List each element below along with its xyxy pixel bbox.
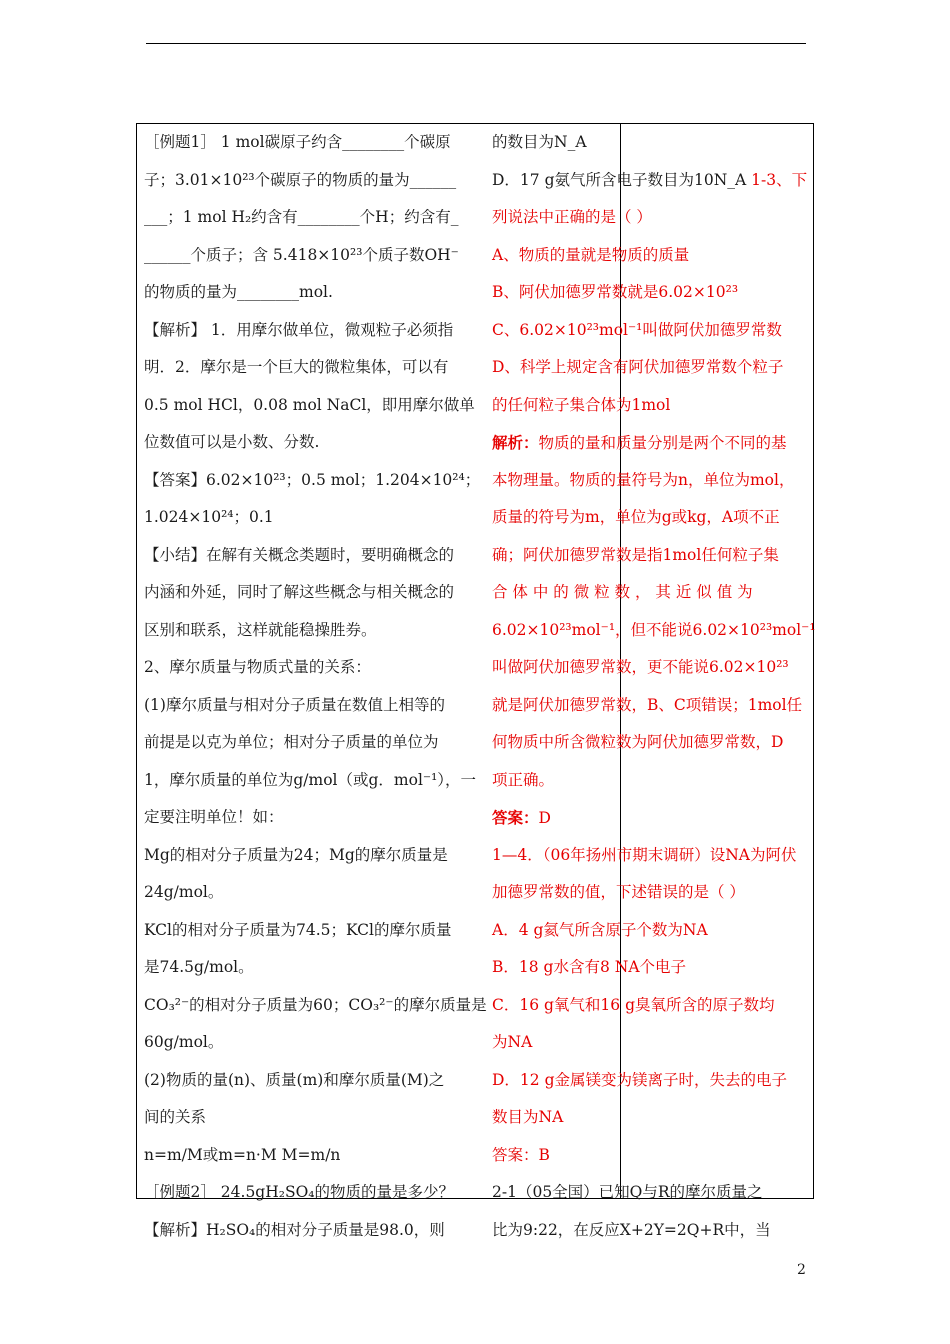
right-text-main: 数目为NA (492, 1108, 564, 1126)
right-text-line (492, 687, 809, 725)
left-text-line: ______个质子；含 5.418×10²³个质子数OH⁻ (144, 245, 459, 264)
left-text-line: 【小结】在解有关概念类题时，要明确概念的 (144, 545, 455, 564)
left-text-line: 1，摩尔质量的单位为g/mol（或g．mol⁻¹），一 (144, 770, 477, 789)
right-text-line (492, 837, 809, 875)
header-rule (146, 43, 806, 44)
right-text-line (492, 462, 809, 500)
right-text-main: 加德罗常数的值，下述错误的是（ ） (492, 883, 745, 901)
right-text-line (492, 162, 809, 200)
right-text-main: 列说法中正确的是（ ） (492, 208, 652, 226)
right-text-line (492, 537, 809, 575)
left-text-line: 【解析】 1．用摩尔做单位，微观粒子必须指 (144, 320, 454, 339)
right-text-line (492, 312, 809, 350)
right-text-line (492, 612, 816, 650)
left-text-line: 是74.5g/mol。 (144, 958, 254, 976)
left-text-line: Mg的相对分子质量为24；Mg的摩尔质量是 (144, 845, 448, 864)
right-text-main: 项正确。 (492, 770, 555, 789)
left-text-line: 子；3.01×10²³个碳原子的物质的量为______ (144, 170, 457, 189)
right-text-line (492, 912, 809, 950)
right-text-main: B、阿伏加德罗常数就是6.02×10²³ (492, 283, 739, 301)
right-text-main: D、科学上规定含有阿伏加德罗常数个粒子 (492, 358, 784, 376)
right-text-line (492, 424, 809, 462)
right-text-line (492, 387, 809, 425)
right-text-main (492, 434, 787, 452)
right-text-tail: 1-3、下 (746, 170, 808, 189)
right-text-line (492, 1212, 809, 1250)
right-text-line (492, 574, 809, 612)
right-text-line (492, 724, 809, 762)
right-text-line (492, 1099, 809, 1137)
right-text-main: A．4 g氦气所含原子个数为NA (492, 920, 708, 939)
right-text-main: 本物理量。物质的量符号为n，单位为mol， (492, 470, 795, 489)
left-text-line: 【解析】H₂SO₄的相对分子质量是98.0，则 (144, 1220, 445, 1239)
left-text-line: 明．2．摩尔是一个巨大的微粒集体，可以有 (144, 358, 449, 376)
right-text-main: 的数目为N_A (492, 133, 587, 151)
left-text-line: (1)摩尔质量与相对分子质量在数值上相等的 (144, 695, 445, 714)
left-text-line: ［例题1］ 1 mol碳原子约含________个碳原 (144, 133, 451, 151)
left-text-line: ___；1 mol H₂约含有________个H；约含有_ (144, 208, 459, 226)
right-text-main: 何物质中所含微粒数为阿伏加德罗常数，D (492, 733, 784, 751)
right-text-line (492, 349, 809, 387)
right-text-main: 1—4．（06年扬州市期末调研）设NA为阿伏 (492, 845, 797, 864)
right-text-main: 合 体 中 的 微 粒 数 ， 其 近 似 值 为 (492, 583, 753, 601)
left-text-line: 24g/mol。 (144, 883, 224, 901)
right-text-line (492, 799, 809, 837)
right-text-main: 的任何粒子集合体为1mol (492, 395, 671, 414)
left-text-line: KCl的相对分子质量为74.5；KCl的摩尔质量 (144, 920, 452, 939)
right-text-line (492, 1024, 809, 1062)
right-text-line (492, 1174, 809, 1212)
right-text-line (492, 1062, 809, 1100)
left-text-line: ［例题2］ 24.5gH₂SO₄的物质的量是多少？ (144, 1183, 454, 1201)
left-text-line: 间的关系 (144, 1108, 207, 1126)
left-text-line: CO₃²⁻的相对分子质量为60；CO₃²⁻的摩尔质量是 (144, 995, 487, 1014)
right-text-line (492, 274, 809, 312)
page-number: 2 (797, 1262, 806, 1278)
right-text-main (492, 809, 551, 827)
right-text-main: 比为9:22，在反应X+2Y=2Q+R中，当 (492, 1220, 771, 1239)
right-text-line (492, 1137, 809, 1175)
right-text-main: C．16 g氧气和16 g臭氧所含的原子数均 (492, 995, 775, 1014)
right-text-line (492, 762, 809, 800)
right-text-main: C、6.02×10²³mol⁻¹叫做阿伏加德罗常数 (492, 320, 782, 339)
left-text-line: n=m/M或m=n·M M=m/n (144, 1145, 341, 1164)
right-text-main: D．17 g氨气所含电子数目为10N_A (492, 170, 747, 189)
label-rest: D (538, 809, 551, 827)
right-text-line (492, 199, 809, 237)
right-text-line (492, 987, 809, 1025)
left-text-line: 60g/mol。 (144, 1033, 224, 1051)
left-text-line: 位数值可以是小数、分数. (144, 433, 320, 451)
left-text-line: 2、摩尔质量与物质式量的关系： (144, 658, 371, 676)
right-text-main: 2-1（05全国）已知Q与R的摩尔质量之 (492, 1183, 763, 1201)
right-text-main: 质量的符号为m，单位为g或kg，A项不正 (492, 508, 780, 526)
left-text-line: 【答案】6.02×10²³；0.5 mol；1.204×10²⁴； (144, 470, 481, 489)
right-text-main: B．18 g水含有8 NA个电子 (492, 958, 687, 976)
two-column-table (136, 123, 816, 1239)
left-column (144, 124, 487, 1249)
right-text-main: 为NA (492, 1033, 533, 1051)
right-text-main: 确；阿伏加德罗常数是指1mol任何粒子集 (492, 545, 779, 564)
right-text-main: 6.02×10²³mol⁻¹，但不能说6.02×10²³mol⁻¹ (492, 620, 816, 639)
left-text-line: 区别和联系，这样就能稳操胜券。 (144, 620, 377, 639)
right-column (492, 124, 816, 1249)
right-text-line (492, 874, 809, 912)
label-rest: 物质的量和质量分别是两个不同的基 (538, 434, 787, 452)
right-text-main: 答案：B (492, 1145, 550, 1164)
left-text-line: (2)物质的量(n)、质量(m)和摩尔质量(M)之 (144, 1070, 445, 1089)
bold-label: 解析： (492, 433, 539, 452)
left-text-line: 的物质的量为________mol. (144, 283, 333, 301)
right-text-main: 就是阿伏加德罗常数，B、C项错误；1mol任 (492, 695, 803, 714)
right-text-line (492, 124, 809, 162)
left-text-line: 前提是以克为单位；相对分子质量的单位为 (144, 733, 439, 751)
right-text-line (492, 649, 809, 687)
left-text-line: 0.5 mol HCl，0.08 mol NaCl，即用摩尔做单 (144, 395, 475, 414)
right-text-line (492, 499, 809, 537)
bold-label: 答案： (492, 808, 539, 827)
right-text-line (492, 237, 809, 275)
right-text-line (492, 949, 809, 987)
left-text-line: 定要注明单位！如： (144, 808, 284, 826)
right-text-main: D．12 g金属镁变为镁离子时，失去的电子 (492, 1070, 788, 1089)
left-text-line: 1.024×10²⁴；0.1 (144, 508, 274, 526)
left-text-line: 内涵和外延，同时了解这些概念与相关概念的 (144, 583, 455, 601)
right-text-main: 叫做阿伏加德罗常数，更不能说6.02×10²³ (492, 658, 789, 676)
right-text-main: A、物质的量就是物质的质量 (492, 245, 690, 264)
